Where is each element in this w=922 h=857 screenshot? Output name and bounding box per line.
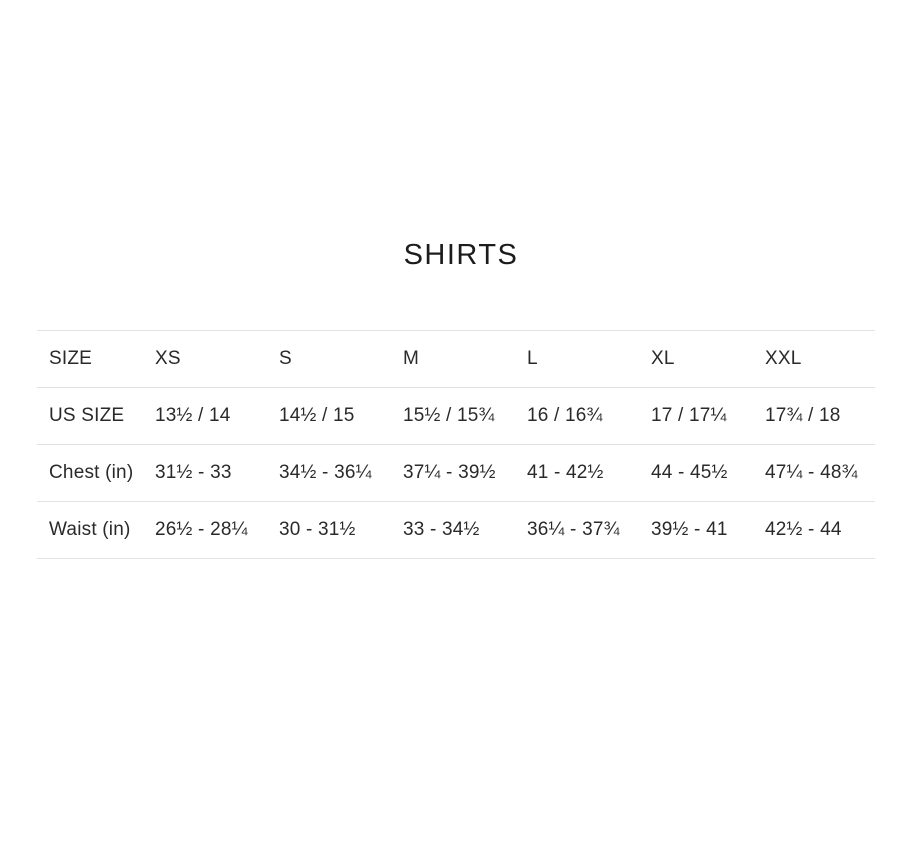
column-header-xxl: XXL xyxy=(765,348,802,369)
table-cell: 16 / 16¾ xyxy=(527,405,603,426)
column-header-m: M xyxy=(403,348,420,369)
table-cell: 34½ - 36¼ xyxy=(279,462,372,483)
table-cell: 41 - 42½ xyxy=(527,462,604,483)
column-header-l: L xyxy=(527,348,538,369)
table-cell: 26½ - 28¼ xyxy=(155,519,248,540)
column-header-xl: XL xyxy=(651,348,675,369)
row-label: Chest (in) xyxy=(49,462,134,483)
table-cell: 17¾ / 18 xyxy=(765,405,841,426)
table-cell: 39½ - 41 xyxy=(651,519,728,540)
page-title: SHIRTS xyxy=(403,239,519,271)
column-header-xs: XS xyxy=(155,348,181,369)
table-row-waist xyxy=(37,502,875,559)
table-row-chest xyxy=(37,445,875,502)
table-cell: 31½ - 33 xyxy=(155,462,232,483)
table-cell: 37¼ - 39½ xyxy=(403,462,496,483)
table-cell: 13½ / 14 xyxy=(155,405,231,426)
column-header-s: S xyxy=(279,348,292,369)
shirts-size-chart-table xyxy=(37,330,875,559)
table-cell: 30 - 31½ xyxy=(279,519,356,540)
table-header-row xyxy=(37,331,875,388)
table-cell: 14½ / 15 xyxy=(279,405,355,426)
table-cell: 17 / 17¼ xyxy=(651,405,727,426)
table-cell: 42½ - 44 xyxy=(765,519,842,540)
table-cell: 44 - 45½ xyxy=(651,462,728,483)
row-label: Waist (in) xyxy=(49,519,131,540)
column-header-size: SIZE xyxy=(49,348,93,369)
table-cell: 33 - 34½ xyxy=(403,519,480,540)
table-cell: 36¼ - 37¾ xyxy=(527,519,620,540)
table-cell: 15½ / 15¾ xyxy=(403,405,495,426)
table-row-us-size xyxy=(37,388,875,445)
row-label: US SIZE xyxy=(49,405,125,426)
table-cell: 47¼ - 48¾ xyxy=(765,462,858,483)
